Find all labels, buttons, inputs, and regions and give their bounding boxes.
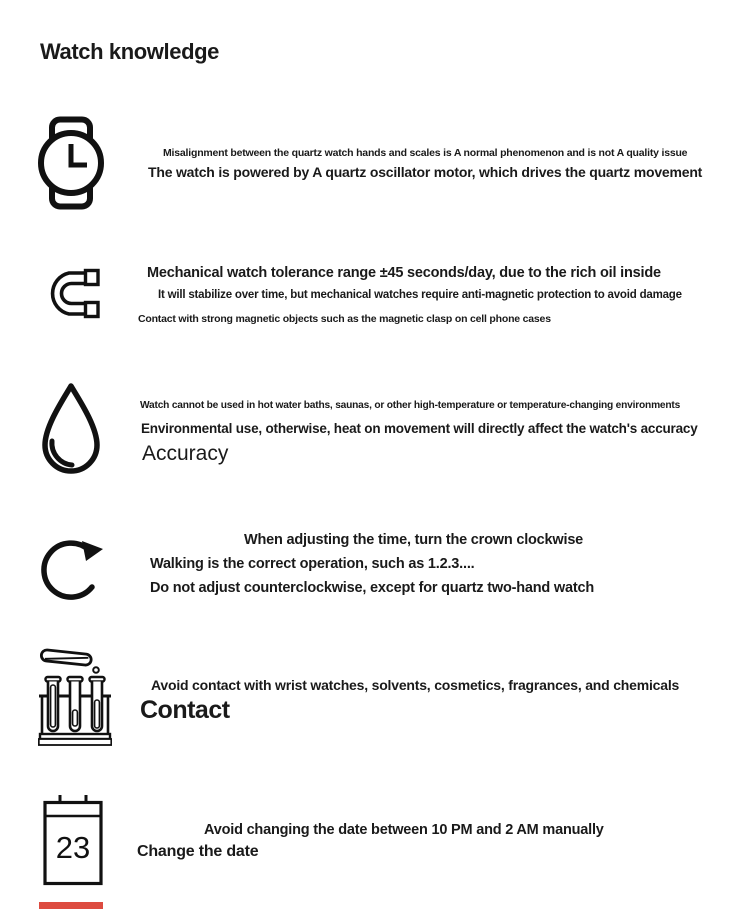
- quartz-main-line: The watch is powered by A quartz oscillator motor, which drives the quartz movement: [148, 164, 703, 180]
- magnet-main-line: Mechanical watch tolerance range ±45 seconds/day, due to the rich oil inside: [147, 265, 661, 281]
- temperature-main-line: Environmental use, otherwise, heat on movement will directly affect the watch's accuracy: [141, 421, 698, 436]
- magnet-icon: [42, 266, 102, 321]
- temperature-note-line: Watch cannot be used in hot water baths, saunas, or other high-temperature or temperature-changing environments: [140, 400, 681, 411]
- water-drop-icon: [38, 381, 104, 477]
- red-accent-bar: [39, 902, 103, 909]
- chemicals-main-line: Avoid contact with wrist watches, solvents, cosmetics, fragrances, and chemicals: [151, 677, 680, 693]
- accuracy-heading: Accuracy: [142, 442, 229, 465]
- crown-line-2: Walking is the correct operation, such as 1.2.3....: [150, 556, 475, 572]
- calendar-icon: [42, 794, 104, 886]
- quartz-note-line: Misalignment between the quartz watch hands and scales is A normal phenomenon and is not A quality issue: [163, 147, 688, 159]
- calendar-day-number: 23: [55, 830, 91, 865]
- crown-line-3: Do not adjust counterclockwise, except for quartz two-hand watch: [150, 580, 595, 596]
- clockwise-arrow-icon: [40, 529, 108, 607]
- crown-line-1: When adjusting the time, turn the crown clockwise: [244, 532, 584, 548]
- magnet-note-line-1: It will stabilize over time, but mechanical watches require anti-magnetic protection to avoid damage: [158, 289, 682, 301]
- contact-heading: Contact: [140, 696, 230, 724]
- test-tubes-icon: [38, 648, 112, 748]
- page-title: Watch knowledge: [40, 39, 219, 64]
- date-subheading: Change the date: [137, 843, 259, 860]
- magnet-note-line-2: Contact with strong magnetic objects such as the magnetic clasp on cell phone cases: [138, 313, 551, 325]
- date-main-line: Avoid changing the date between 10 PM and 2 AM manually: [204, 822, 604, 838]
- wristwatch-icon: [37, 116, 105, 210]
